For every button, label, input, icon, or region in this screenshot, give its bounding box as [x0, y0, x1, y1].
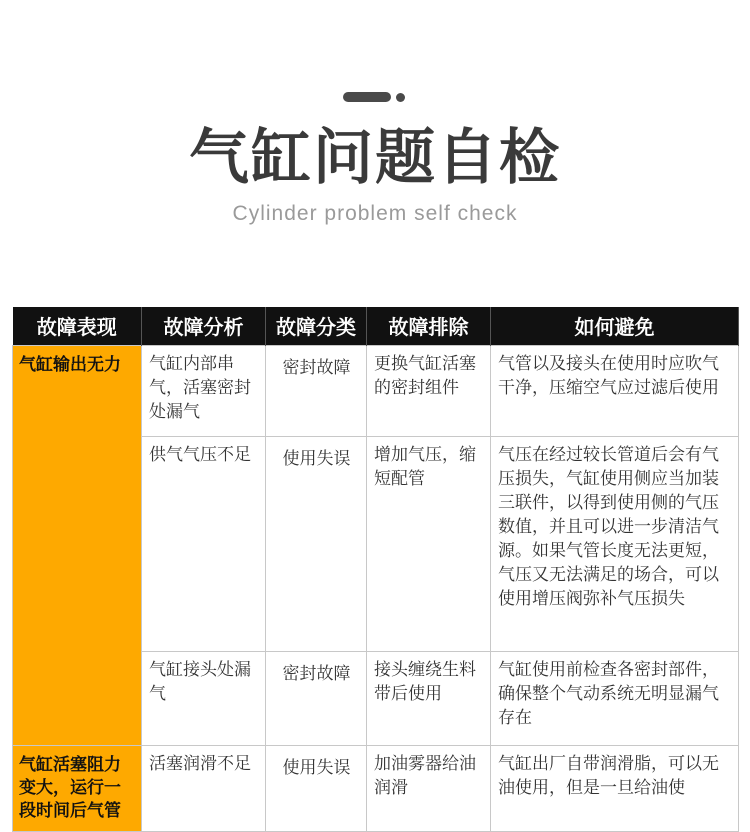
column-header-symptom: 故障表现: [13, 307, 142, 345]
category-cell: 密封故障: [266, 345, 367, 436]
analysis-cell: 气缸接头处漏气: [142, 651, 266, 745]
analysis-cell: 活塞润滑不足: [142, 745, 266, 831]
column-header-fix: 故障排除: [367, 307, 491, 345]
symptom-cell: 气缸活塞阻力变大，运行一段时间后气管: [13, 745, 142, 831]
category-cell: 密封故障: [266, 651, 367, 745]
column-header-analysis: 故障分析: [142, 307, 266, 345]
category-cell: 使用失误: [266, 745, 367, 831]
column-header-avoid: 如何避免: [491, 307, 739, 345]
fault-table: [12, 307, 739, 832]
title-decoration: [343, 92, 405, 102]
analysis-cell: 气缸内部串气，活塞密封处漏气: [142, 345, 266, 436]
avoid-cell: 气缸出厂自带润滑脂，可以无油使用，但是一旦给油使: [491, 745, 739, 831]
page-title: 气缸问题自检: [189, 123, 561, 193]
avoid-cell: 气压在经过较长管道后会有气压损失，气缸使用侧应当加装三联件，以得到使用侧的气压数值，并且可以进一步清洁气源。如果气管长度无法更短，气压又无法满足的场合，可以使用增压阀弥补气压损失: [491, 436, 739, 651]
table-header-row: [13, 307, 739, 345]
analysis-cell: 供气气压不足: [142, 436, 266, 651]
fix-cell: 加油雾器给油润滑: [367, 745, 491, 831]
page-subtitle: Cylinder problem self check: [232, 202, 518, 225]
category-cell: 使用失误: [266, 436, 367, 651]
symptom-cell: 气缸输出无力: [13, 345, 142, 745]
fix-cell: 增加气压，缩短配管: [367, 436, 491, 651]
avoid-cell: 气管以及接头在使用时应吹气干净，压缩空气应过滤后使用: [491, 345, 739, 436]
decoration-bar: [343, 92, 391, 102]
fix-cell: 更换气缸活塞的密封组件: [367, 345, 491, 436]
avoid-cell: 气缸使用前检查各密封部件，确保整个气动系统无明显漏气存在: [491, 651, 739, 745]
column-header-category: 故障分类: [266, 307, 367, 345]
table-row: [13, 745, 739, 831]
decoration-dot: [396, 93, 405, 102]
table-row: [13, 345, 739, 436]
fix-cell: 接头缠绕生料带后使用: [367, 651, 491, 745]
